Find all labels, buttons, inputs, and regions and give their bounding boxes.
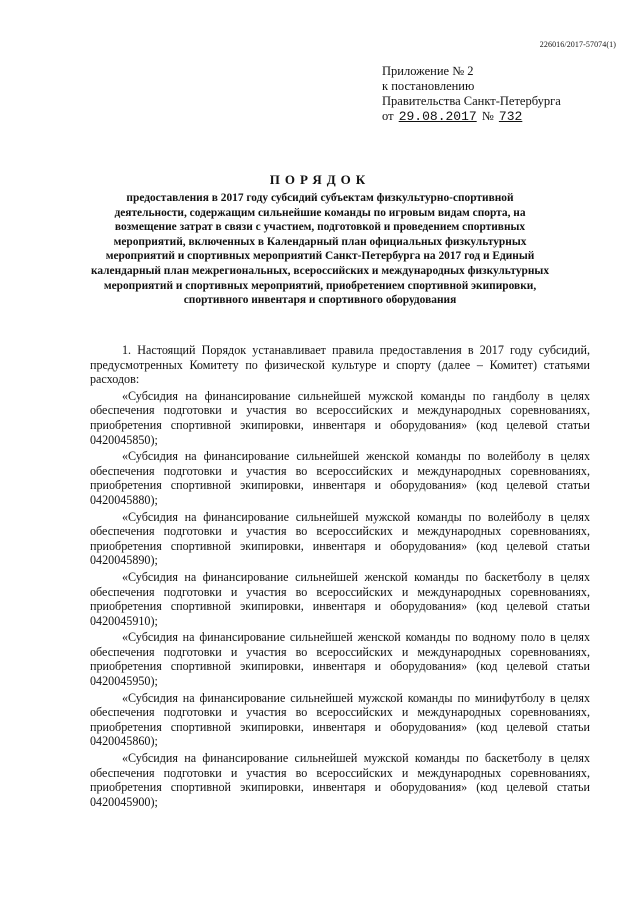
document-title: ПОРЯДОК (269, 172, 371, 187)
subsidy-item: «Субсидия на финансирование сильнейшей мужской команды по минифутболу в целях обеспечения подготовки и участия во всероссийских и международных соревнованиях, приобретения спортивной экипировки, инвентаря и оборудования» (код целевой статьи 0420045860); (90, 690, 590, 749)
subsidy-item: «Субсидия на финансирование сильнейшей мужской команды по гандболу в целях обеспечения подготовки и участия во всероссийских и международных соревнованиях, приобретения спортивной экипировки, инвентаря и оборудования» (код целевой статьи 0420045850); (90, 388, 590, 447)
document-code: 226016/2017-57074(1) (539, 40, 616, 49)
resolution-number: 732 (498, 109, 523, 124)
subsidy-item: «Субсидия на финансирование сильнейшей женской команды по водному поло в целях обеспечения подготовки и участия во всероссийских и международных соревнованиях, приобретения спортивной экипировки, инвентаря и оборудования» (код целевой статьи 0420045950); (90, 630, 590, 689)
appendix-line-1: Приложение № 2 (382, 64, 474, 78)
document-body (90, 343, 590, 809)
subsidy-item: «Субсидия на финансирование сильнейшей женской команды по волейболу в целях обеспечения подготовки и участия во всероссийских и международных соревнованиях, приобретения спортивной экипировки, инвентаря и оборудования» (код целевой статьи 0420045880); (90, 449, 590, 507)
appendix-line-2: к постановлению (382, 79, 475, 93)
number-label: № (481, 109, 494, 123)
subsidy-item: «Субсидия на финансирование сильнейшей мужской команды по волейболу в целях обеспечения подготовки и участия во всероссийских и международных соревнованиях, приобретения спортивной экипировки, инвентаря и оборудования» (код целевой статьи 0420045890); (90, 509, 590, 568)
appendix-line-3: Правительства Санкт-Петербурга (382, 94, 561, 108)
subsidy-item: «Субсидия на финансирование сильнейшей женской команды по баскетболу в целях обеспечения подготовки и участия во всероссийских и международных соревнованиях, приобретения спортивной экипировки, инвентаря и оборудования» (код целевой статьи 0420045910); (90, 569, 590, 628)
appendix-date-line (382, 109, 561, 124)
resolution-date: 29.08.2017 (398, 109, 477, 124)
appendix-block (382, 64, 561, 124)
document-subtitle: предоставления в 2017 году субсидий субъектам физкультурно-спортивной деятельности, содержащим сильнейшие команды по игровым видам спорта, на возмещение затрат в связи с участием, подготовкой и проведением спортивных мероприятий, включенных в Календарный план официальных физкультурных мероприятий и спортивных мероприятий Санкт-Петербурга на 2017 год и Единый календарный план межрегиональных, всероссийских и международных физкультурных мероприятий и спортивных мероприятий, приобретением спортивной экипировки, спортивного инвентаря и спортивного оборудования (90, 192, 550, 307)
subsidy-item: «Субсидия на финансирование сильнейшей мужской команды по баскетболу в целях обеспечения подготовки и участия во всероссийских и международных соревнованиях, приобретения спортивной экипировки, инвентаря и оборудования» (код целевой статьи 0420045900); (90, 751, 590, 809)
intro-paragraph: 1. Настоящий Порядок устанавливает правила предоставления в 2017 году субсидий, предусмотренных Комитету по физической культуре и спорту (далее – Комитет) статьями расходов: (90, 343, 590, 387)
from-label: от (382, 109, 394, 123)
